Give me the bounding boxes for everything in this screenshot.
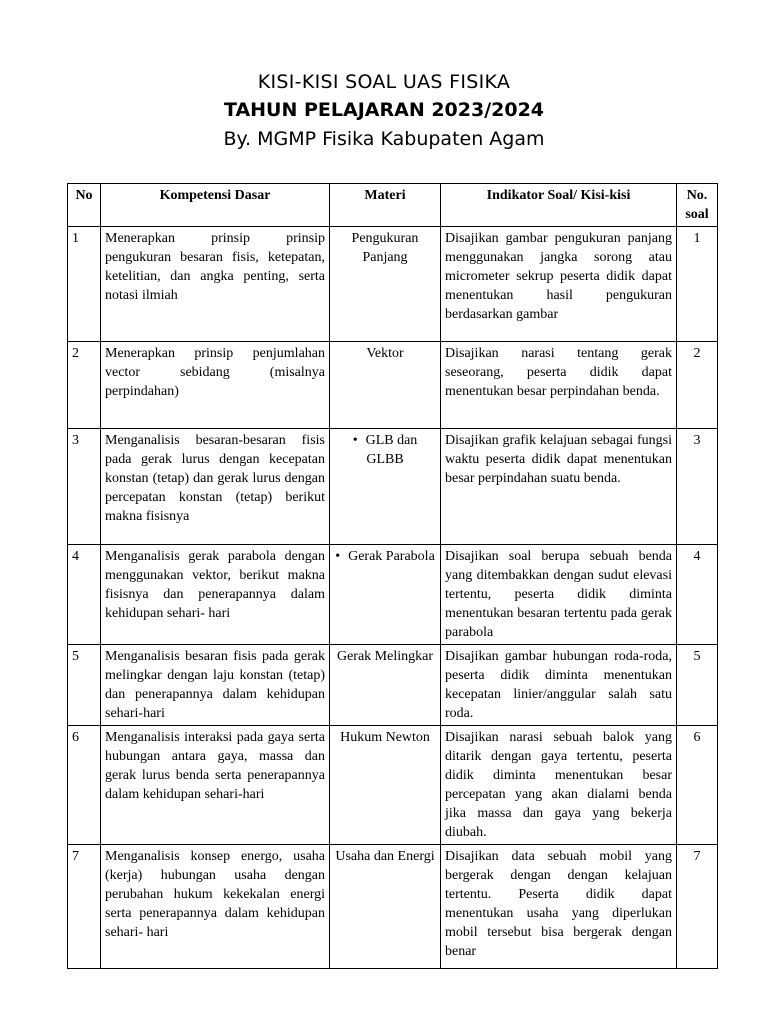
row-no: 2 <box>68 342 101 429</box>
table-row <box>68 726 718 845</box>
table-row <box>68 342 718 429</box>
header-no-soal-line2: soal <box>685 207 709 222</box>
document-author: By. MGMP Fisika Kabupaten Agam <box>223 128 545 150</box>
row-no: 1 <box>68 227 101 342</box>
row-materi <box>330 645 441 726</box>
header-no-soal <box>677 184 718 227</box>
row-materi <box>330 726 441 845</box>
row-indikator: Disajikan gambar hubungan roda-roda, peserta didik diminta menentukan kecepatan linier/anggular salah satu roda. <box>441 645 677 726</box>
row-indikator: Disajikan gambar pengukuran panjang menggunakan jangka sorong atau micrometer sekrup peserta didik dapat menentukan hasil pengukuran berdasarkan gambar <box>441 227 677 342</box>
row-materi <box>330 342 441 429</box>
row-no: 4 <box>68 545 101 645</box>
row-indikator: Disajikan soal berupa sebuah benda yang ditembakkan dengan sudut elevasi tertentu, peserta didik diminta menentukan besaran tertentu pada gerak parabola <box>441 545 677 645</box>
row-no-soal: 1 <box>677 227 718 342</box>
row-materi <box>330 429 441 545</box>
row-materi <box>330 227 441 342</box>
row-kompetensi-dasar: Menerapkan prinsip penjumlahan vector sebidang (misalnya perpindahan) <box>101 342 330 429</box>
table-header-row <box>68 184 718 227</box>
header-no: No <box>68 184 101 227</box>
row-kompetensi-dasar: Menganalisis interaksi pada gaya serta hubungan antara gaya, massa dan gerak lurus benda serta penerapannya dalam kehidupan sehari-hari <box>101 726 330 845</box>
bullet-icon: • <box>352 433 358 448</box>
header-materi: Materi <box>330 184 441 227</box>
row-materi-text: GLB dan GLBB <box>365 433 418 467</box>
table-row <box>68 645 718 726</box>
kisi-kisi-table <box>67 183 718 969</box>
document-header <box>0 68 768 154</box>
row-kompetensi-dasar: Menganalisis gerak parabola dengan menggunakan vektor, berikut makna fisisnya dan penerapannya dalam kehidupan sehari- hari <box>101 545 330 645</box>
header-kompetensi-dasar: Kompetensi Dasar <box>101 184 330 227</box>
row-indikator: Disajikan grafik kelajuan sebagai fungsi waktu peserta didik dapat menentukan besar perpindahan suatu benda. <box>441 429 677 545</box>
table-row <box>68 429 718 545</box>
row-no: 6 <box>68 726 101 845</box>
row-materi-text: Gerak Parabola <box>348 549 435 564</box>
row-no: 7 <box>68 845 101 969</box>
row-indikator: Disajikan narasi sebuah balok yang ditarik dengan gaya tertentu, peserta didik diminta menentukan besar percepatan yang akan dialami benda jika massa dan gaya yang bekerja diubah. <box>441 726 677 845</box>
header-no-soal-line1: No. <box>686 188 708 203</box>
bullet-icon: • <box>335 549 341 564</box>
row-materi <box>330 545 441 645</box>
row-kompetensi-dasar: Menerapkan prinsip prinsip pengukuran besaran fisis, ketepatan, ketelitian, dan angka penting, serta notasi ilmiah <box>101 227 330 342</box>
row-kompetensi-dasar: Menganalisis besaran fisis pada gerak melingkar dengan laju konstan (tetap) dan penerapannya dalam kehidupan sehari-hari <box>101 645 330 726</box>
row-no-soal: 6 <box>677 726 718 845</box>
row-materi <box>330 845 441 969</box>
row-indikator: Disajikan narasi tentang gerak seseorang, peserta didik dapat menentukan besar perpindahan benda. <box>441 342 677 429</box>
row-no-soal: 4 <box>677 545 718 645</box>
row-no: 3 <box>68 429 101 545</box>
table-row <box>68 227 718 342</box>
table-row <box>68 845 718 969</box>
row-no-soal: 5 <box>677 645 718 726</box>
document-title: KISI-KISI SOAL UAS FISIKA <box>257 71 511 93</box>
row-no: 5 <box>68 645 101 726</box>
row-materi-text: Pengukuran Panjang <box>351 231 419 265</box>
row-materi-text: Usaha dan Energi <box>335 849 435 864</box>
row-no-soal: 7 <box>677 845 718 969</box>
table-row <box>68 545 718 645</box>
row-no-soal: 2 <box>677 342 718 429</box>
row-materi-text: Vektor <box>366 346 404 361</box>
academic-year: TAHUN PELAJARAN 2023/2024 <box>223 99 545 121</box>
row-kompetensi-dasar: Menganalisis konsep energo, usaha (kerja) hubungan usaha dengan perubahan hukum kekekalan energi serta penerapannya dalam kehidupan sehari- hari <box>101 845 330 969</box>
row-indikator: Disajikan data sebuah mobil yang bergerak dengan dengan kelajuan tertentu. Peserta didik dapat menentukan usaha yang diperlukan mobil tersebut bisa bergerak dengan benar <box>441 845 677 969</box>
header-indikator: Indikator Soal/ Kisi-kisi <box>441 184 677 227</box>
row-materi-text: Hukum Newton <box>340 730 430 745</box>
row-kompetensi-dasar: Menganalisis besaran-besaran fisis pada gerak lurus dengan kecepatan konstan (tetap) dan gerak lurus dengan percepatan konstan (tetap) berikut makna fisisnya <box>101 429 330 545</box>
row-materi-text: Gerak Melingkar <box>336 649 434 664</box>
row-no-soal: 3 <box>677 429 718 545</box>
